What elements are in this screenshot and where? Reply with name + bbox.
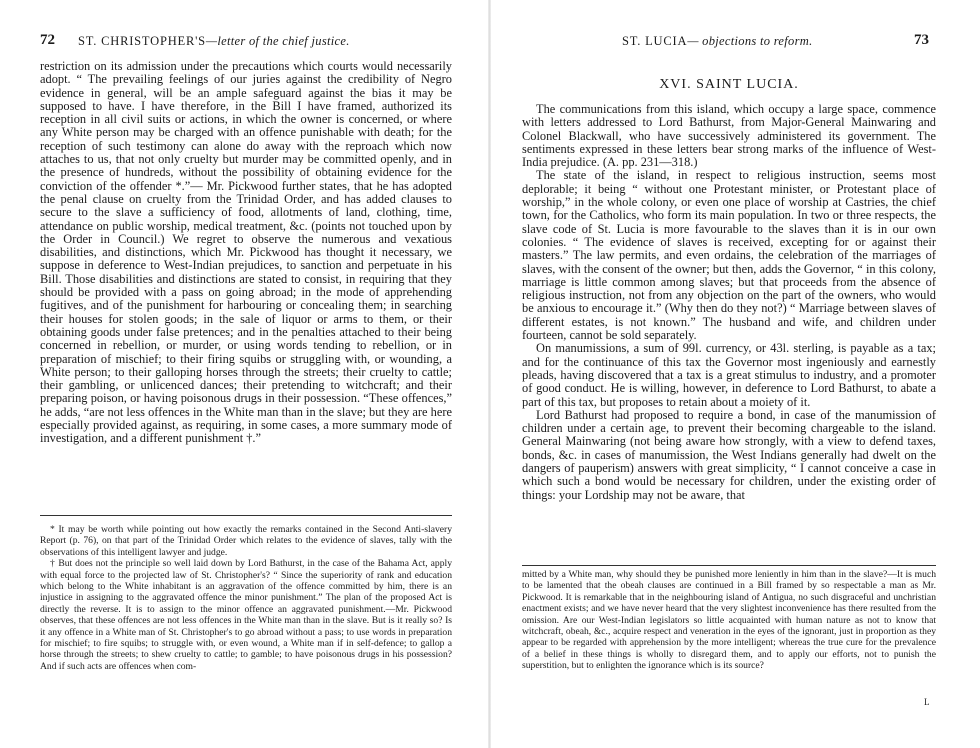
body-text	[522, 103, 936, 502]
paragraph: On manumissions, a sum of 99l. currency, or 43l. sterling, is payable as a tax; and for the continuance of this tax the Governor most ingeniously and earnestly pleads, having discovered that a tax is a great stimulus to industry, and a promoter of good conduct. He is willing, however, in deference to Lord Bathurst, to abate a part of this tax, but proposes to retain about a moiety of it.	[522, 341, 936, 409]
footnotes	[40, 524, 452, 672]
signature-mark: L	[924, 697, 930, 707]
page-number: 73	[914, 32, 929, 48]
paragraph: restriction on its admission under the precautions which courts would necessarily adopt. “ The prevailing feelings of our juries against the credibility of Negro evidence in general, will be an ample safeguard against the bias it may be supposed to have. I have therefore, in the Bill I have framed, authorized its reception in all civil suits or actions, in which the owner is concerned, or where any White person may be charged with an offence punishable with death; for the reception of such testimony can alone do away with the reproach which now attaches to us, that not only cruelty but murder may be committed openly, and in the presence of hundreds, without the possibility of obtaining evidence for the conviction of the offender *.”— Mr. Pickwood further states, that he has adopted the penal clause on cruelty from the Trinidad Order, and has added clauses to secure to the slave a sufficiency of food, allotments of land, clothing, time, attendance on public worship, medical treatment, &c. (points not touched upon by the Order in Council.) We regret to observe the numerous and vexatious disabilities, and distinctions, which Mr. Pickwood has thought it necessary, we suppose in deference to West-Indian prejudices, to sanction and perpetuate in his Bill. Those disabilities and distinctions are stated to consist, in requiring that they should be provided with a pass on going abroad; in the mode of apprehending fugitives, and of the punishment for harbouring or concealing them; in searching their houses for stolen goods; in the sale of liquor or arms to them, or their obtaining goods under false pretences; and in the penalties attached to their being concerned in rebellion, or murder, or using words tending to rebellion, or in preparation of mischief; to their firing squibs or struggling with, or wounding, a White person; to their galloping horses through the streets; their cruelty to cattle; their gambling, or unlicenced dances; their pretending to witchcraft; and their preparing poison, or having poisonous drugs in their possession. “These offences,” he adds, “are not less offences in the White man than in the slave; but they are here especially provided against, as requiring, in some cases, a more summary mode of investigation, and a different punishment †.”	[40, 59, 452, 446]
paragraph: Lord Bathurst had proposed to require a bond, in case of the manumission of children under a certain age, to prevent their becoming chargeable to the island. General Mainwaring (not being aware how strongly, with a view to defend taxes, bonds, &c. in cases of manumission, the West Indians generally had dwelt on the dangers of pauperism) answers with great simplicity, “ I cannot conceive a case in which such a bond would be necessary for children, under the existing order of things: your Lordship may not be aware, that	[522, 407, 936, 502]
footnote: † But does not the principle so well laid down by Lord Bathurst, in the case of the Bahama Act, apply with equal force to the projected law of St. Christopher's? “ Since the superiority of rank and education which belong to the White inhabitant is an aggravation of the offence committed by him, there is an injustice in assigning to the aggravated offence the minor punishment.” The plan of the proposed Act is directly the reverse. It is to assign to the minor offence an aggravated punishment.—Mr. Pickwood observes, that these offences are not less offences in the White man than in the slave. But is it really so? Is it any offence in a White man of St. Christopher's to go abroad without a pass; to use words in preparation for mischief; to fire squibs; to struggle with, or even wound, a White man if in self-defence; to gallop a horse through the streets; to shew cruelty to cattle; to gamble; to have poisonous drugs in his possession? And if such acts are offences when com-	[40, 558, 452, 672]
footnotes	[522, 569, 936, 672]
footnote-rule	[522, 565, 936, 566]
section-title: XVI. SAINT LUCIA.	[659, 77, 799, 92]
right-page	[490, 0, 980, 748]
footnote: mitted by a White man, why should they be punished more leniently in him than in the slave?—It is much to be lamented that the obeah clauses are continued in a Bill framed by so respectable a man as Mr. Pickwood. It is remarkable that in the neighbouring island of Antigua, no such disgraceful and unchristian enactment exists; and we have never heard that the very slightest inconvenience has there resulted from the omission. Are our West-Indian legislators so little acquainted with human nature as not to know that witchcraft, obeah, &c., acquire respect and veneration in the eyes of the ignorant, just in proportion as they appear to be regarded with apprehension by the more intelligent; whereas the true cure for the prevalence of a belief in these things is wholly to disregard them, and to apply our efforts, not to punish the superstition, but to enlighten the ignorance which is its source?	[522, 569, 936, 672]
header-title: —letter of the chief justice.	[205, 34, 350, 48]
body-text	[40, 60, 452, 446]
running-header	[622, 34, 813, 49]
footnote-rule	[40, 515, 452, 516]
running-header	[78, 34, 350, 49]
header-prefix: ST. LUCIA	[622, 34, 688, 48]
paragraph: The state of the island, in respect to religious instruction, seems most deplorable; it being “ without one Protestant minister, or Protestant place of worship,” in the whole colony, or even one place of worship at Castries, the chief town, for the Catholics, who form its main population. In two or three respects, the slave code of St. Lucia is more favourable to the slaves than it is in our own colonies. “ The evidence of slaves is received, excepting for or against their masters.” The law permits, and even ordains, the celebration of the marriages of slaves, with the consent of the owner; but then, adds the Governor, “ in this colony, marriage is little common among slaves; but that proceeds from the absence of religious instruction, not from any objection on the part of the owners, who would be anxious to encourage it.” (Why then do they not?) “ Marriage between slaves of different estates, is not known.” The husband and wife, and children under fourteen, cannot be sold separately.	[522, 168, 936, 343]
page-number: 72	[40, 32, 55, 48]
header-title: — objections to reform.	[687, 34, 813, 48]
footnote: * It may be worth while pointing out how exactly the remarks contained in the Second Anti-slavery Report (p. 76), on that part of the Trinidad Order which relates to the evidence of slaves, tally with the observations of this intelligent lawyer and judge.	[40, 524, 452, 558]
header-prefix: ST. CHRISTOPHER'S	[78, 34, 206, 48]
paragraph: The communications from this island, which occupy a large space, commence with letters addressed to Lord Bathurst, from Major-General Mainwaring and Colonel Blackwall, who have successively administered its government. The sentiments expressed in these letters bear strong marks of the influence of West-India prejudice. (A. pp. 231—318.)	[522, 102, 936, 170]
